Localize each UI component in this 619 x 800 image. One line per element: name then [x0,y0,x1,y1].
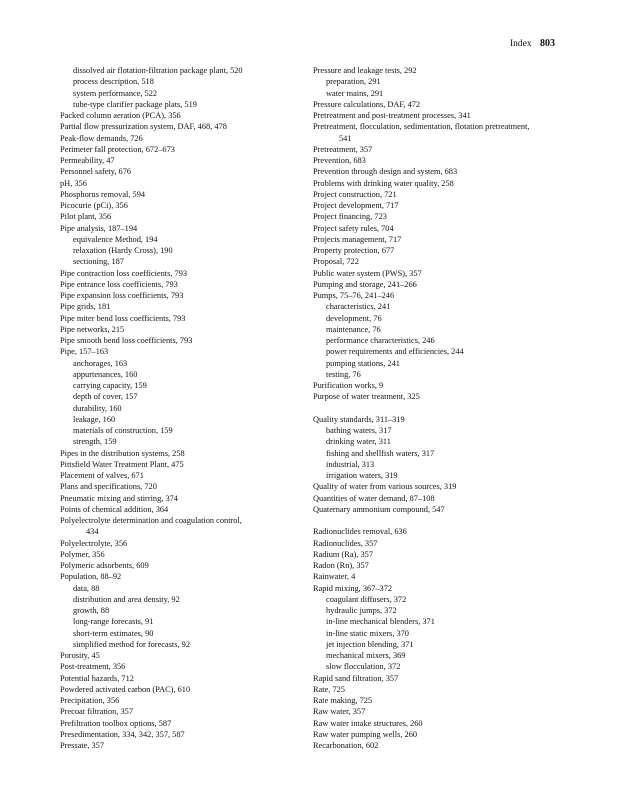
index-subentry: carrying capacity, 159 [73,381,147,390]
index-entry: Purification works, 9 [313,381,384,390]
index-entry: Pretreatment, flocculation, sedimentation, flotation pretreatment, [313,122,530,132]
index-column-right [313,65,563,751]
index-entry: Radionuclides removal, 636 [313,527,407,537]
index-entry: Prefiltration toolbox options, 587 [60,718,172,728]
index-subentry: process description, 518 [73,77,154,87]
index-entry: Pittsfield Water Treatment Plant, 475 [60,459,184,469]
index-entry: Partial flow pressurization system, DAF, 468, 478 [60,122,227,132]
index-entry: Polyelectrolyte determination and coagulation control, [60,516,242,525]
index-subentry: irrigation waters, 319 [326,471,398,480]
index-entry: Project development, 717 [313,201,399,210]
index-entry: Radon (Rn), 357 [313,561,369,570]
index-entry: Radium (Ra), 357 [313,549,374,559]
index-entry: Quaternary ammonium compound, 547 [313,504,445,514]
section-gap [313,403,563,414]
index-entry: Pneumatic mixing and stirring, 374 [60,493,178,503]
page-number: 803 [540,38,555,49]
index-subentry: fishing and shellfish waters, 317 [326,448,435,458]
index-subentry: industrial, 313 [326,459,375,469]
running-head: Index [509,39,532,49]
index-entry: Pressate, 357 [60,741,105,750]
index-subentry: relaxation (Hardy Cross), 190 [73,246,173,255]
index-entry: Radionuclides, 357 [313,538,378,548]
index-entry: Raw water pumping wells, 260 [313,729,418,739]
index-entry-continuation: 434 [86,527,99,537]
index-subentry: mechanical mixers, 369 [326,651,406,660]
index-entry: Proposal, 722 [313,257,359,267]
index-subentry: hydraulic jumps, 372 [326,606,397,615]
index-entry: Quality of water from various sources, 319 [313,482,457,492]
index-subentry: sectioning, 187 [73,257,124,267]
index-entry: Polymeric adsorbents, 609 [60,561,149,570]
index-subentry: strength, 159 [73,437,117,447]
index-entry: Personnel safety, 676 [60,167,132,177]
index-entry: Prevention through design and system, 683 [313,167,458,177]
index-entry: Pumps, 75–76, 241–246 [313,291,395,300]
index-subentry: durability, 160 [73,403,122,413]
index-entry: Rapid sand filtration, 357 [313,673,399,683]
index-subentry: long-range forecasts, 91 [73,617,154,627]
index-subentry: short-term estimates, 90 [73,628,154,638]
index-subentry: power requirements and efficiencies, 244 [326,347,464,357]
index-entry: Prevention, 683 [313,156,366,165]
index-entry: Pipe miter bend loss coefficients, 793 [60,313,186,323]
index-entry: Property protection, 677 [313,246,395,255]
index-subentry: leakage, 160 [73,414,116,424]
index-entry: Rate, 725 [313,684,345,694]
index-entry: Pipe entrance loss coefficients, 793 [60,279,178,289]
index-entry: Pipe contraction loss coefficients, 793 [60,268,188,278]
index-subentry: drinking water, 311 [326,437,391,447]
index-entry: Picocurie (pCi), 356 [60,201,128,210]
index-entry: Quantities of water demand, 87–108 [313,493,435,503]
index-entry: Potential hazards, 712 [60,673,134,683]
index-subentry: simplified method for forecasts, 92 [73,639,191,649]
index-subentry: testing, 76 [326,369,361,379]
index-entry: Presedimentation, 334, 342, 357, 587 [60,729,185,739]
index-subentry: slow flocculation, 372 [326,662,401,672]
index-subentry: coagulant diffusers, 372 [326,594,407,604]
index-entry: Pumping and storage, 241–266 [313,279,417,289]
index-entry: Phosphorus removal, 594 [60,189,146,199]
index-entry: Project safety rules, 704 [313,223,394,233]
index-subentry: bathing waters, 317 [326,426,392,435]
index-entry: Post-treatment, 356 [60,662,126,672]
index-entry: Polymer, 356 [60,549,105,559]
index-entry: Pretreatment and post-treatment processes, 341 [313,111,471,120]
index-subentry: preparation, 291 [326,77,381,87]
index-entry: Polyelectrolyte, 356 [60,538,128,548]
index-entry: Quality standards, 311–319 [313,414,405,424]
index-entry: Purpose of water treatment, 325 [313,392,420,402]
index-entry: Population, 88–92 [60,572,122,582]
index-entry: pH, 356 [60,178,87,188]
index-entry: Pipe, 157–163 [60,347,109,357]
index-entry: Problems with drinking water quality, 258 [313,178,454,188]
index-subentry: in-line static mixers, 370 [326,628,409,638]
index-entry: Packed column aeration (PCA), 356 [60,111,181,120]
index-entry-continuation: 541 [339,133,352,143]
index-entry: Recarbonation, 602 [313,741,379,750]
index-entry: Pipe smooth bend loss coefficients, 793 [60,336,193,345]
index-entry: Peak-flow demands, 726 [60,133,143,143]
index-subentry: performance characteristics, 246 [326,336,435,345]
index-entry: Pipe analysis, 187–194 [60,223,138,233]
index-entry: Project financing, 723 [313,212,387,222]
section-gap [313,515,563,526]
index-subentry: maintenance, 76 [326,324,381,334]
index-subentry: distribution and area density, 92 [73,594,180,604]
index-subentry: materials of construction, 159 [73,426,173,435]
index-subentry: pumping stations, 241 [326,358,400,368]
index-subentry: anchorages, 163 [73,358,128,368]
index-entry: Porosity, 45 [60,651,100,660]
index-entry: Placement of valves, 671 [60,471,144,480]
index-subentry: appurtenances, 160 [73,369,138,379]
index-entry: Rate making, 725 [313,696,373,705]
index-entry: Raw water, 357 [313,707,366,717]
index-column-left [60,65,306,751]
index-subentry: depth of cover, 157 [73,392,138,402]
index-entry: Pipe networks, 215 [60,324,125,334]
page-header [510,38,555,49]
index-subentry: growth, 88 [73,606,110,615]
index-entry: Permeability, 47 [60,156,115,165]
index-entry: Raw water intake structures, 260 [313,718,423,728]
index-subentry: data, 88 [73,583,100,593]
index-entry: Pilot plant, 356 [60,212,112,222]
index-entry: Perimeter fall protection, 672–673 [60,144,175,154]
index-entry: Plans and specifications, 720 [60,482,157,492]
index-entry: Pipe grids, 181 [60,302,111,312]
index-entry: Powdered activated carbon (PAC), 610 [60,684,191,694]
index-entry: Projects management, 717 [313,234,402,244]
index-entry: Pipe expansion loss coefficients, 793 [60,291,184,300]
index-entry: Rainwater, 4 [313,572,356,582]
index-entry: Precipitation, 356 [60,696,120,705]
index-subentry: in-line mechanical blenders, 371 [326,617,435,627]
index-subentry: tube-type clarifier package plats, 519 [73,99,197,109]
index-subentry: equivalence Method, 194 [73,234,158,244]
index-entry: Public water system (PWS), 357 [313,268,422,278]
index-subentry: characteristics, 241 [326,302,391,312]
index-entry: Points of chemical addition, 364 [60,504,169,514]
index-subentry: water mains, 291 [326,88,384,98]
index-entry: Rapid mixing, 367–372 [313,583,393,593]
index-subentry: jet injection blending, 371 [326,639,414,649]
index-entry: Pressure calculations, DAF, 472 [313,99,421,109]
index-entry: Precoat filtration, 357 [60,707,133,717]
index-entry: Pretreatment, 357 [313,144,373,154]
index-entry: Pressure and leakage tests, 292 [313,66,417,75]
index-entry: Pipes in the distribution systems, 258 [60,448,185,458]
index-subentry: development, 76 [326,313,382,323]
index-entry: Project construction, 721 [313,189,397,199]
index-subentry: system performance, 522 [73,88,158,98]
index-subentry: dissolved air flotation-filtration package plant, 520 [73,66,243,75]
